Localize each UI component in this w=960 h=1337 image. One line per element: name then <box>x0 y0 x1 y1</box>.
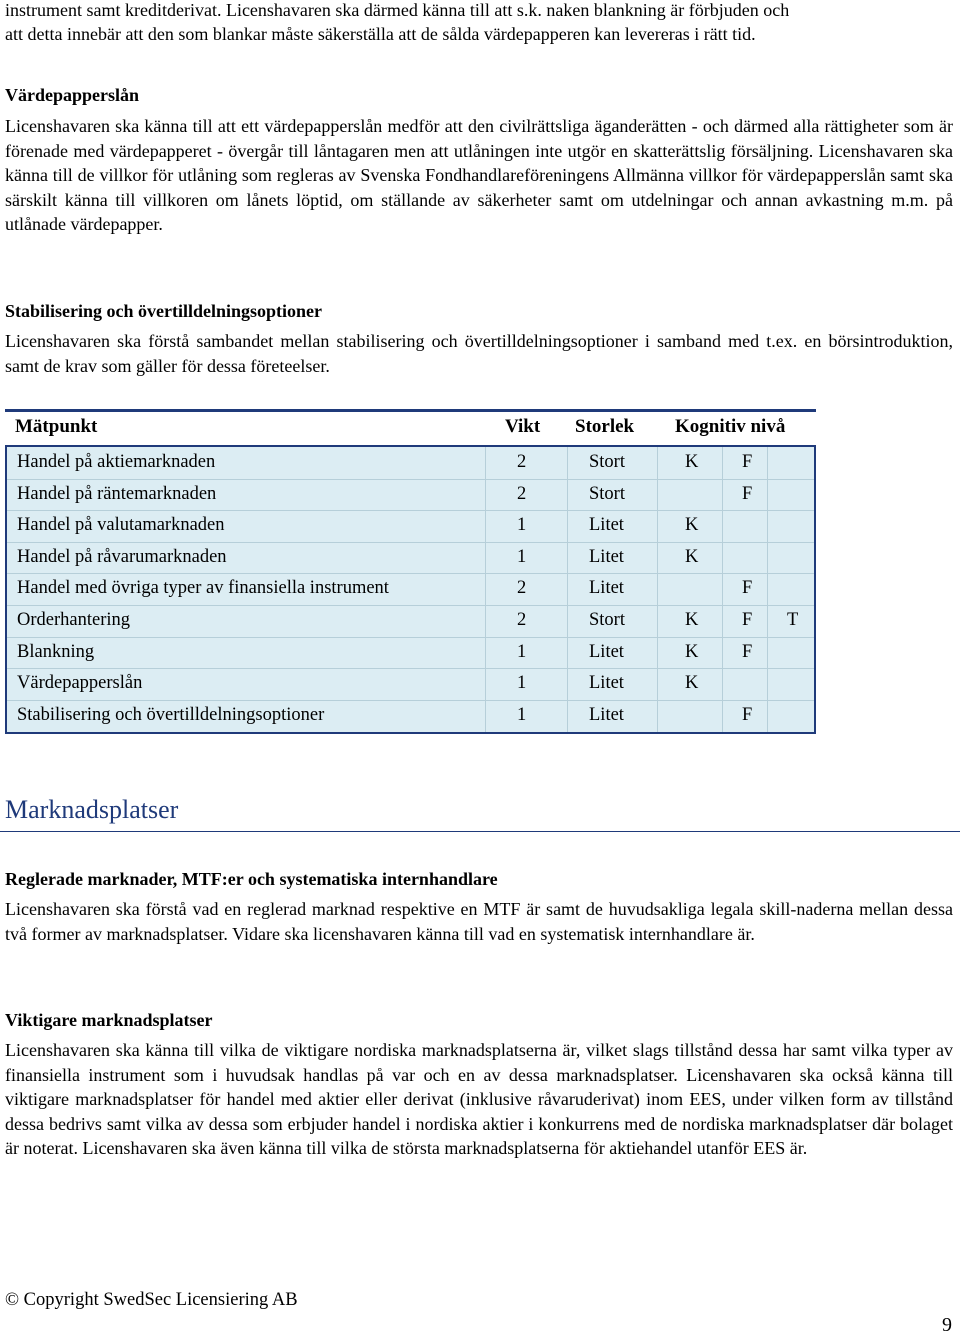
reglerade-heading: Reglerade marknader, MTF:er och systematiska internhandlare <box>5 869 498 889</box>
table-row <box>7 637 814 670</box>
table-cell-vikt: 1 <box>517 673 527 694</box>
table-row <box>7 447 814 480</box>
table-cell-f: F <box>742 610 753 630</box>
title-rule <box>0 831 960 832</box>
table-cell-storlek: Litet <box>589 673 624 694</box>
header-kognitiv: Kognitiv nivå <box>675 416 786 437</box>
table-cell-storlek: Litet <box>589 578 624 599</box>
table-cell-t: T <box>787 610 799 630</box>
table-cell-storlek: Litet <box>589 515 624 536</box>
table-cell-vikt: 1 <box>517 704 527 725</box>
table-cell-name: Handel med övriga typer av finansiella instrument <box>17 578 389 599</box>
table-cell-name: Stabilisering och övertilldelningsoptioner <box>17 704 325 725</box>
table-cell-name: Orderhantering <box>17 610 131 630</box>
header-storlek: Storlek <box>575 416 635 437</box>
table-cell-vikt: 2 <box>517 610 527 630</box>
header-matpunkt: Mätpunkt <box>15 416 98 437</box>
marknadsplatser-title: Marknadsplatser <box>5 795 179 824</box>
page-number: 9 <box>942 1314 952 1336</box>
table-cell-f: F <box>742 578 753 599</box>
table-body <box>5 445 816 734</box>
table-cell-k: K <box>685 641 699 662</box>
table-cell-name: Handel på aktiemarknaden <box>17 452 216 472</box>
table-cell-k: K <box>685 515 699 536</box>
table-row <box>7 573 814 606</box>
intro-line-1: instrument samt kreditderivat. Licenshavaren ska därmed känna till att s.k. naken blankning är förbjuden och <box>5 0 790 20</box>
table-cell-storlek: Stort <box>589 483 625 504</box>
table-cell-storlek: Stort <box>589 610 625 630</box>
table-cell-f: F <box>742 641 753 662</box>
table-cell-k: K <box>685 546 699 567</box>
table-cell-k: K <box>685 452 699 472</box>
table-row <box>7 479 814 512</box>
matpunkt-table <box>5 409 816 734</box>
header-vikt: Vikt <box>505 416 541 437</box>
table-row <box>7 605 814 638</box>
table-cell-storlek: Stort <box>589 452 625 472</box>
table-cell-k: K <box>685 673 699 694</box>
table-cell-f: F <box>742 704 753 725</box>
table-row <box>7 510 814 543</box>
table-cell-vikt: 2 <box>517 452 527 472</box>
viktigare-paragraph: Licenshavaren ska känna till vilka de viktigare nordiska marknadsplatserna är, vilket slags tillstånd dessa har samt vilka typer av finansiella instrument som i huvudsak handlas på var och en av dessa marknadsplatser. Licenshavaren ska också känna till viktigare marknadsplatser för handel med aktier eller derivat (inklusive råvaruderivat) inom EES, under vilken form av tillstånd dessa bedrivs samt vilka av dessa som erbjuder handel i nordiska aktier i konkurrens med de nordiska marknadsplatser där bolaget är noterat. Licenshavaren ska även känna till vilka de största marknadsplatserna för aktiehandel utanför EES är. <box>5 1040 953 1158</box>
table-cell-name: Handel på valutamarknaden <box>17 515 225 536</box>
table-cell-name: Handel på råvarumarknaden <box>17 546 227 567</box>
table-header <box>5 412 816 445</box>
table-row <box>7 668 814 701</box>
copyright-footer: © Copyright SwedSec Licensiering AB <box>5 1290 298 1310</box>
table-row <box>7 542 814 575</box>
table-cell-f: F <box>742 483 753 504</box>
intro-line-2: att detta innebär att den som blankar måste säkerställa att de sålda värdepapperen kan levereras i rätt tid. <box>5 24 756 44</box>
table-cell-storlek: Litet <box>589 546 624 567</box>
table-cell-name: Värdepapperslån <box>17 673 143 694</box>
table-cell-vikt: 1 <box>517 515 527 536</box>
vardepapperslan-paragraph: Licenshavaren ska känna till att ett värdepapperslån medför att den civilrättsliga äganderätten - och därmed alla rättigheter som är förenade med värdepapperet - övergår till låntagaren men att utlåningen inte utgör en skatterättslig försäljning. Licenshavaren ska känna till de villkor för utlåning som regleras av Svenska Fondhandlareföreningens Allmänna villkor för värdepapperslån samt ska särskilt känna till villkoren om lånets löptid, om ställande av säkerheter samt om utdelningar och annan avkastning m.m. på utlånade värdepapper. <box>5 116 953 234</box>
table-cell-k: K <box>685 610 699 630</box>
stabilisering-paragraph: Licenshavaren ska förstå sambandet mellan stabilisering och övertilldelningsoptioner i samband med t.ex. en börsintroduktion, samt de krav som gäller för dessa företeelser. <box>5 331 953 376</box>
viktigare-heading: Viktigare marknadsplatser <box>5 1010 213 1030</box>
reglerade-paragraph: Licenshavaren ska förstå vad en reglerad marknad respektive en MTF är samt de huvudsakliga legala skill-naderna mellan dessa två former av marknadsplatser. Vidare ska licenshavaren känna till vad en systematisk internhandlare är. <box>5 899 953 944</box>
table-cell-vikt: 2 <box>517 483 527 504</box>
table-cell-name: Handel på räntemarknaden <box>17 483 217 504</box>
table-cell-vikt: 1 <box>517 641 527 662</box>
stabilisering-heading: Stabilisering och övertilldelningsoptioner <box>5 301 323 321</box>
table-cell-f: F <box>742 452 753 472</box>
table-cell-storlek: Litet <box>589 704 624 725</box>
table-cell-vikt: 1 <box>517 546 527 567</box>
table-cell-vikt: 2 <box>517 578 527 599</box>
table-cell-name: Blankning <box>17 641 95 662</box>
vardepapperslan-heading: Värdepapperslån <box>5 85 140 105</box>
table-row <box>7 700 814 732</box>
table-cell-storlek: Litet <box>589 641 624 662</box>
